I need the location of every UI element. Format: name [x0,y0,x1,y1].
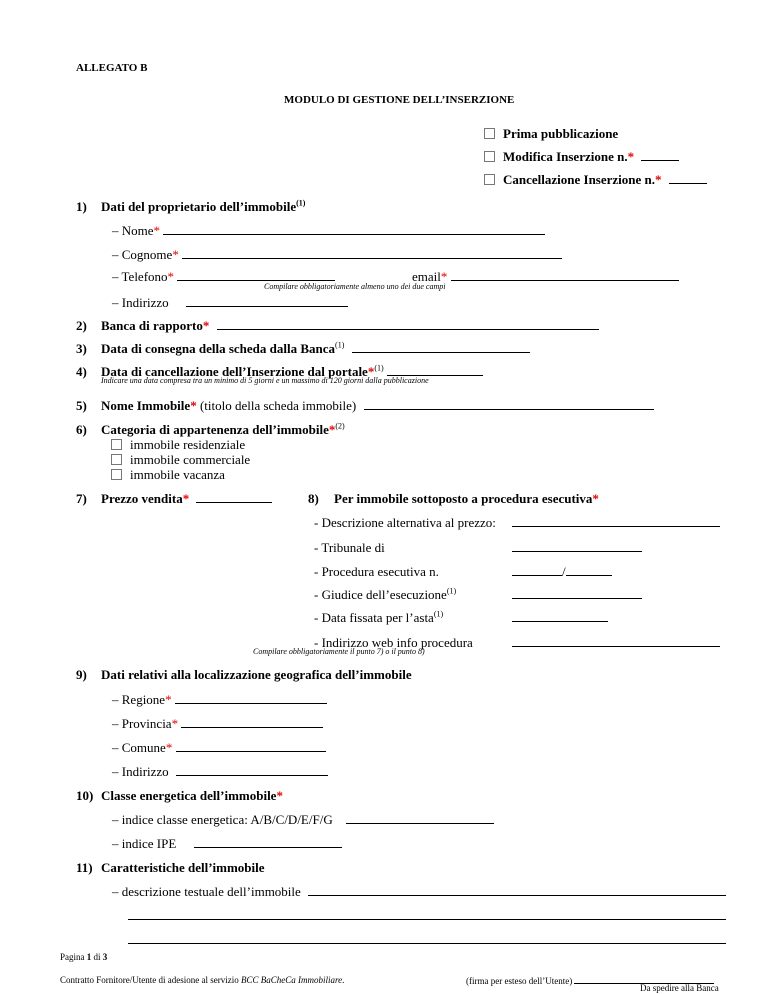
section-number: 5) [76,398,87,413]
option-prima-pubblicazione[interactable]: Prima pubblicazione [484,126,618,142]
section-number: 9) [76,667,87,682]
modifica-number-field[interactable] [641,149,679,161]
section-1-title: Dati del proprietario dell’immobile$^{(1)}$ [101,198,306,214]
nome-row: – Nome* [112,223,545,239]
comune-field[interactable] [176,740,326,752]
procedura-field-row: / [512,564,612,580]
cognome-field[interactable] [182,247,562,259]
caratteristiche-title: Caratteristiche dell’immobile [101,860,265,875]
comune-row: – Comune* [112,740,326,756]
categoria-residenziale[interactable]: immobile residenziale [111,437,245,453]
descrizione-row: – descrizione testuale dell’immobile [112,884,726,900]
indice-ipe-field[interactable] [194,836,342,848]
cancellazione-number-field[interactable] [669,172,707,184]
tribunale-label: - Tribunale di [314,540,385,555]
section-number: 8) [308,491,319,506]
descrizione-field[interactable] [308,884,726,896]
procedura-label: - Procedura esecutiva n. [314,564,439,579]
localizzazione-title: Dati relativi alla localizzazione geografica dell’immobile [101,667,412,682]
descrizione-line-2[interactable] [128,907,726,920]
indirizzo-field[interactable] [186,295,348,307]
procedura-title: Per immobile sottoposto a procedura esecutiva* [334,491,599,506]
option-cancellazione-inserzione[interactable]: Cancellazione Inserzione n.* [484,172,707,188]
page-number: Pagina 1 di 3 [60,952,108,962]
descrizione-line-3[interactable] [128,931,726,944]
checkbox-icon[interactable] [111,454,122,465]
telefono-field[interactable] [177,269,335,281]
indirizzo-row: – Indirizzo [112,295,348,311]
checkbox-icon[interactable] [111,439,122,450]
section-number: 11) [76,860,93,875]
tribunale-field[interactable] [512,540,642,552]
section-number: 6) [76,422,87,437]
section-number: 1) [76,199,87,214]
indice-classe-field[interactable] [346,812,494,824]
banca-field[interactable] [217,318,599,330]
regione-row: – Regione* [112,692,327,708]
web-info-field[interactable] [512,635,720,647]
section-number: 7) [76,491,87,506]
data-cancellazione-field[interactable] [387,364,483,376]
categoria-commerciale[interactable]: immobile commerciale [111,452,250,468]
web-info-label: - Indirizzo web info procedura [314,635,473,650]
section-number: 3) [76,341,87,356]
allegato-label: ALLEGATO B [76,62,148,74]
data-asta-label: - Data fissata per l’asta$^{(1)}$ [314,609,444,625]
indirizzo-loc-row: – Indirizzo [112,764,328,780]
indice-ipe-row: – indice IPE [112,836,342,852]
descrizione-alternativa-field[interactable] [512,515,720,527]
procedura-number-field[interactable] [512,564,562,576]
provincia-field[interactable] [181,716,323,728]
data-cancellazione-note: Indicare una data compresa tra un minimo di 5 giorni e un massimo di 120 giorni dalla pubblicazione [101,376,429,385]
classe-energetica-title: Classe energetica dell’immobile* [101,788,283,803]
email-row: email* [412,269,679,285]
nome-immobile-row: Nome Immobile* (titolo della scheda immobile) [101,398,654,414]
indirizzo-loc-field[interactable] [176,764,328,776]
data-cancellazione-row: Data di cancellazione dell’Inserzione dal portale*$^{(1)}$ [101,364,483,380]
telefono-row: – Telefono* [112,269,335,285]
prezzo-procedura-note: Compilare obbligatoriamente il punto 7) o il punto 8) [253,647,425,656]
telefono-email-note: Compilare obbligatoriamente almeno uno dei due campi [264,282,446,291]
option-modifica-inserzione[interactable]: Modifica Inserzione n.* [484,149,679,165]
checkbox-icon[interactable] [111,469,122,480]
categoria-title: Categoria di appartenenza dell’immobile*$^{(2)}$ [101,421,345,437]
contratto-label: Contratto Fornitore/Utente di adesione al servizio BCC BaCheCa Immobiliare. [60,975,345,985]
procedura-year-field[interactable] [566,564,612,576]
data-asta-field[interactable] [512,610,608,622]
section-number: 2) [76,318,87,333]
categoria-vacanza[interactable]: immobile vacanza [111,467,225,483]
firma-row: (firma per esteso dell’Utente) [466,974,714,986]
data-consegna-row: Data di consegna della scheda dalla Banca$^{(1)}$ [101,341,530,357]
cognome-row: – Cognome* [112,247,562,263]
checkbox-icon[interactable] [484,128,495,139]
descrizione-alternativa-label: - Descrizione alternativa al prezzo: [314,515,496,530]
nome-immobile-field[interactable] [364,398,654,410]
giudice-label: - Giudice dell’esecuzione$^{(1)}$ [314,586,457,602]
indice-classe-row: – indice classe energetica: A/B/C/D/E/F/G [112,812,494,828]
prezzo-field[interactable] [196,491,272,503]
section-number: 10) [76,788,94,803]
checkbox-icon[interactable] [484,151,495,162]
data-consegna-field[interactable] [352,341,530,353]
nome-field[interactable] [163,223,545,235]
spedire-label: Da spedire alla Banca [640,983,719,993]
prezzo-row: Prezzo vendita* [101,491,272,507]
regione-field[interactable] [175,692,327,704]
provincia-row: – Provincia* [112,716,323,732]
checkbox-icon[interactable] [484,174,495,185]
giudice-field[interactable] [512,587,642,599]
page-title: MODULO DI GESTIONE DELL’INSERZIONE [284,94,515,106]
section-number: 4) [76,364,87,379]
banca-row: Banca di rapporto* [101,318,599,334]
email-field[interactable] [451,269,679,281]
